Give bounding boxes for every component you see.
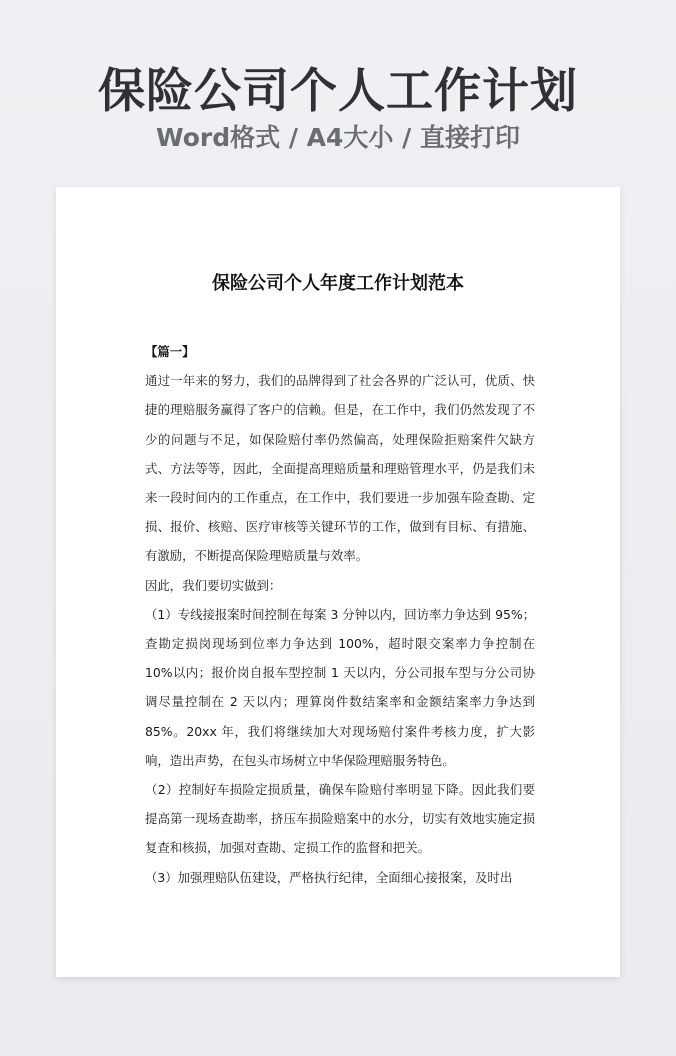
section-label: 【篇一】 <box>145 344 195 359</box>
paragraph-item-2: （2）控制好车损险定损质量，确保车险赔付率明显下降。因此我们要提高第一现场查勘率，挤压车损险赔案中的水分，切实有效地实施定损复查和核损，加强对查勘、定损工作的监督和把关。 <box>145 782 535 856</box>
paragraph-item-3: （3）加强理赔队伍建设，严格执行纪律，全面细心接报案，及时出 <box>145 869 513 885</box>
banner-subtitle: Word格式 / A4大小 / 直接打印 <box>156 123 520 152</box>
document-title: 保险公司个人年度工作计划范本 <box>212 273 464 294</box>
paragraph-intro: 通过一年来的努力，我们的品牌得到了社会各界的广泛认可，优质、快捷的理赔服务赢得了客户的信赖。但是，在工作中，我们仍然发现了不少的问题与不足，如保险赔付率仍然偏高，处理保险拒赔案件欠缺方式、方法等等，因此，全面提高理赔质量和理赔管理水平，仍是我们未来一段时间内的工作重点，在工作中，我们要进一步加强车险查勘、定损、报价、核赔、医疗审核等关键环节的工作，做到有目标、有措施、有激励，不断提高保险理赔质量与效率。 <box>145 373 535 564</box>
document-body <box>145 337 535 892</box>
paragraph-item-1: （1）专线接报案时间控制在每案 3 分钟以内，回访率力争达到 95%；查勘定损岗现场到位率力争达到 100%，超时限交案率力争控制在 10%以内；报价岗自报车型控制 1 天以内，分公司报车型与分公司协调尽量控制在 2 天以内；理算岗件数结案率和金额结案率力争达到 85%。20xx 年，我们将继续加大对现场赔付案件考核力度，扩大影响，造出声势，在包头市场树立中华保险理赔服务特色。 <box>145 606 535 768</box>
banner-title: 保险公司个人工作计划 <box>98 64 578 119</box>
document-sheet <box>56 187 620 977</box>
paragraph-therefore: 因此，我们要切实做到： <box>145 577 282 593</box>
